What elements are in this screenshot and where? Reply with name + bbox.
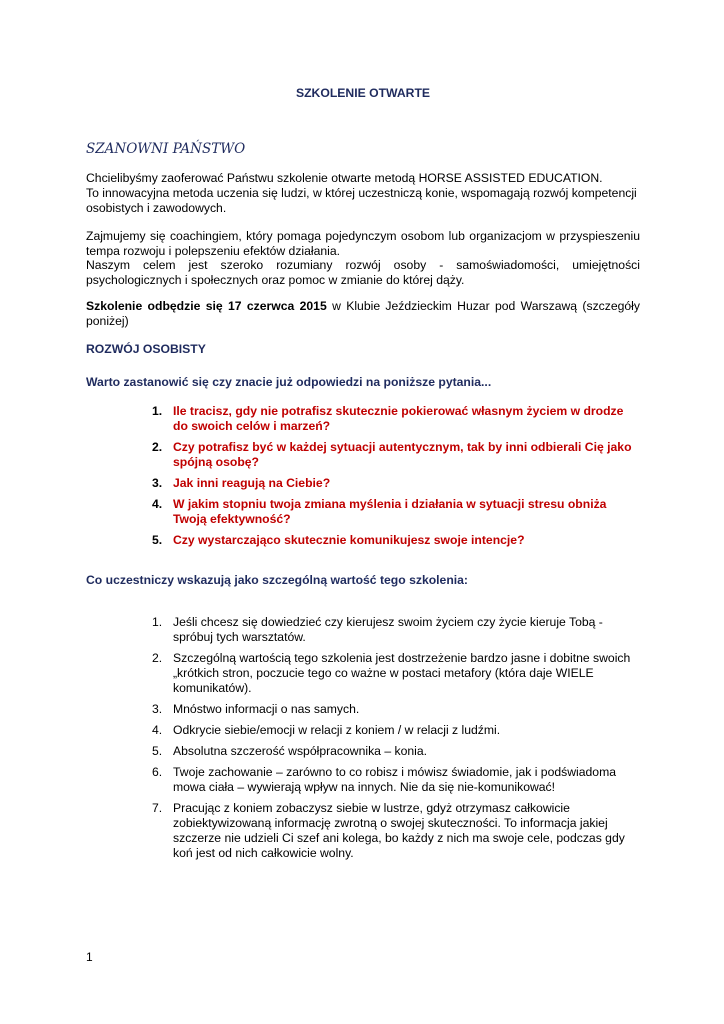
values-list: [86, 615, 640, 867]
date-paragraph: [86, 299, 640, 329]
values-heading: Co uczestniczy wskazują jako szczególną wartość tego szkolenia:: [86, 573, 468, 587]
questions-heading: Warto zastanowić się czy znacie już odpowiedzi na poniższe pytania...: [86, 375, 492, 389]
list-item: 7. Pracując z koniem zobaczysz siebie w lustrze, gdyż otrzymasz całkowicie zobiektywizowaną informację zwrotną o swojej skuteczności. To informacja jakiej szczerze nie udzieli Ci szef ani kolega, bo każdy z nich ma swoje cele, podczas gdy koń jest od nich całkowicie wolny.: [152, 801, 625, 860]
intro-line-1: Chcielibyśmy zaoferować Państwu szkolenie otwarte metodą HORSE ASSISTED EDUCATION.: [86, 171, 603, 185]
list-item: 3. Jak inni reagują na Ciebie?: [152, 476, 331, 490]
list-item: 2. Czy potrafisz być w każdej sytuacji autentycznym, tak by inni odbierali Cię jako spójną osobę?: [152, 440, 632, 469]
section-heading: ROZWÓJ OSOBISTY: [86, 342, 206, 356]
list-item: 1. Jeśli chcesz się dowiedzieć czy kierujesz swoim życiem czy życie kieruje Tobą - spróbuj tych warsztatów.: [152, 615, 603, 644]
list-item: 4. W jakim stopniu twoja zmiana myślenia i działania w sytuacji stresu obniża Twoją efektywność?: [152, 497, 607, 526]
list-item: 4. Odkrycie siebie/emocji w relacji z koniem / w relacji z ludźmi.: [152, 723, 501, 737]
greeting: SZANOWNI PAŃSTWO: [86, 141, 246, 157]
questions-list: [86, 404, 640, 554]
list-item: 6. Twoje zachowanie – zarówno to co robisz i mówisz świadomie, jak i podświadoma mowa ciała – wywierają wpływ na innych. Nie da się nie-komunikować!: [152, 765, 617, 794]
list-item: 3. Mnóstwo informacji o nas samych.: [152, 702, 360, 716]
page-number: 1: [86, 950, 93, 964]
list-item: 1. Ile tracisz, gdy nie potrafisz skutecznie pokierować własnym życiem w drodze do swoich celów i marzeń?: [152, 404, 624, 433]
list-item: 5. Czy wystarczająco skutecznie komunikujesz swoje intencje?: [152, 533, 525, 547]
intro-paragraph-2: Zajmujemy się coachingiem, który pomaga pojedynczym osobom lub organizacjom w przyspieszeniu tempa rozwoju i polepszeniu efektów działania.: [86, 229, 640, 258]
list-item: 5. Absolutna szczerość współpracownika – konia.: [152, 744, 428, 758]
date-bold: Szkolenie odbędzie się 17 czerwca 2015: [86, 299, 327, 313]
date-rest: w Klubie Jeździeckim Huzar pod Warszawą (szczegóły poniżej): [86, 299, 640, 328]
intro-paragraph-3: Naszym celem jest szeroko rozumiany rozwój osoby - samoświadomości, umiejętności psychologicznych i społecznych oraz pomoc w zmianie do której dąży.: [86, 258, 640, 287]
intro-line-2: To innowacyjna metoda uczenia się ludzi, w której uczestniczą konie, wspomagają rozwój kompetencji osobistych i zawodowych.: [86, 186, 637, 215]
list-item: 2. Szczególną wartością tego szkolenia jest dostrzeżenie bardzo jasne i dobitne swoich „krótkich stron, poczucie tego co ważne w postaci metafory (która daje WIELE komunikatów).: [152, 651, 631, 695]
document-title: SZKOLENIE OTWARTE: [295, 86, 431, 100]
